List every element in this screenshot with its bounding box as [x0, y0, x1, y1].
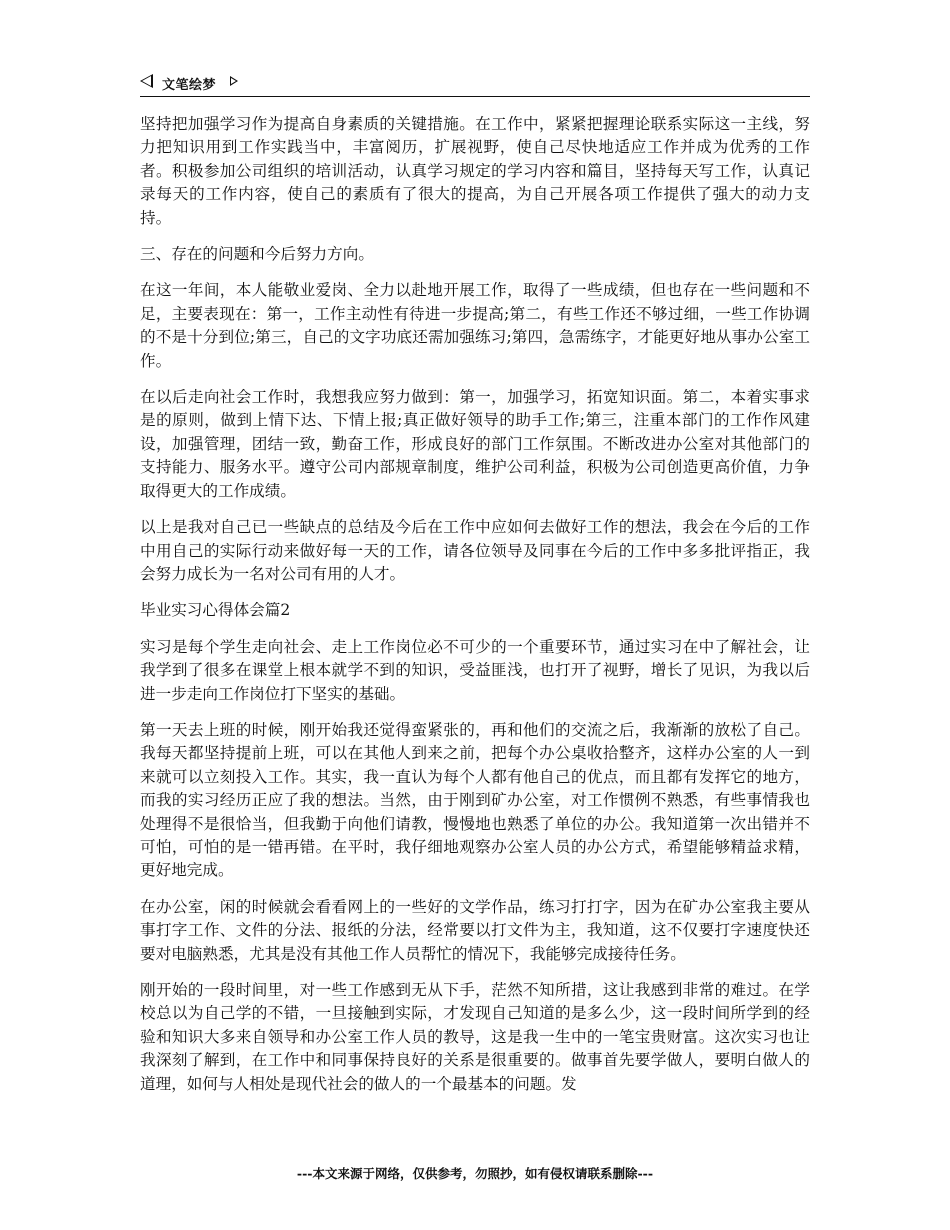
paragraph: 第一天去上班的时候，刚开始我还觉得蛮紧张的，再和他们的交流之后，我渐渐的放松了自己。我每天都坚持提前上班，可以在其他人到来之前，把每个办公桌收拾整齐，这样办公室的人一到来就可以立刻投入工作。其实，我一直认为每个人都有他自己的优点，而且都有发挥它的地方，而我的实习经历正应了我的想法。当然，由于刚到矿办公室，对工作惯例不熟悉，有些事情我也处理得不是很恰当，但我勤于向他们请教，慢慢地也熟悉了单位的办公。我知道第一次出错并不可怕，可怕的是一错再错。在平时，我仔细地观察办公室人员的办公方式，希望能够精益求精，更好地完成。 [140, 720, 810, 880]
paragraph: 坚持把加强学习作为提高自身素质的关键措施。在工作中，紧紧把握理论联系实际这一主线，努力把知识用到工作实践当中，丰富阅历，扩展视野，使自己尽快地适应工作并成为优秀的工作者。积极参加公司组织的培训活动，认真学习规定的学习内容和篇目，坚持每天写工作，认真记录每天的工作内容，使自己的素质有了很大的提高，为自己开展各项工作提供了强大的动力支持。 [140, 115, 810, 227]
triangle-right-icon [230, 76, 238, 86]
paragraph: 实习是每个学生走向社会、走上工作岗位必不可少的一个重要环节，通过实习在中了解社会，让我学到了很多在课堂上根本就学不到的知识，受益匪浅，也打开了视野，增长了见识，为我以后进一步走向工作岗位打下坚实的基础。 [140, 637, 810, 703]
paragraph: 刚开始的一段时间里，对一些工作感到无从下手，茫然不知所措，这让我感到非常的难过。在学校总以为自己学的不错，一旦接触到实际，才发现自己知道的是多么少，这一段时间所学到的经验和知识大多来自领导和办公室工作人员的教导，这是我一生中的一笔宝贵财富。这次实习也让我深刻了解到，在工作中和同事保持良好的关系是很重要的。做事首先要学做人，要明白做人的道理，如何与人相处是现代社会的做人的一个最基本的问题。发 [140, 981, 810, 1093]
footer-disclaimer: ---本文来源于网络，仅供参考，勿照抄，如有侵权请联系删除--- [296, 1166, 654, 1181]
section-heading: 毕业实习心得体会篇2 [140, 601, 291, 620]
document-body [140, 113, 810, 1109]
page-header [140, 70, 810, 97]
brand-name: 文笔绘梦 [162, 78, 217, 93]
section-heading: 三、存在的问题和今后努力方向。 [140, 245, 374, 264]
paragraph: 在以后走向社会工作时，我想我应努力做到：第一，加强学习，拓宽知识面。第二，本着实事求是的原则，做到上情下达、下情上报;真正做好领导的助手工作;第三，注重本部门的工作作风建设，加强管理，团结一致，勤奋工作，形成良好的部门工作氛围。不断改进办公室对其他部门的支持能力、服务水平。遵守公司内部规章制度，维护公司利益，积极为公司创造更高价值，力争取得更大的工作成绩。 [140, 388, 810, 500]
paragraph: 在办公室，闲的时候就会看看网上的一些好的文学作品，练习打打字，因为在矿办公室我主要从事打字工作、文件的分法、报纸的分法，经常要以打文件为主，我知道，这不仅要打字速度快还要对电脑熟悉，尤其是没有其他工作人员帮忙的情况下，我能够完成接待任务。 [140, 897, 810, 963]
triangle-left-icon [140, 74, 153, 88]
paragraph: 在这一年间，本人能敬业爱岗、全力以赴地开展工作，取得了一些成绩，但也存在一些问题和不足，主要表现在：第一，工作主动性有待进一步提高;第二，有些工作还不够过细，一些工作协调的不是十分到位;第三，自己的文字功底还需加强练习;第四，急需练字，才能更好地从事办公室工作。 [140, 281, 810, 370]
paragraph: 以上是我对自己已一些缺点的总结及今后在工作中应如何去做好工作的想法，我会在今后的工作中用自己的实际行动来做好每一天的工作，请各位领导及同事在今后的工作中多多批评指正，我会努力成长为一名对公司有用的人才。 [140, 518, 810, 583]
